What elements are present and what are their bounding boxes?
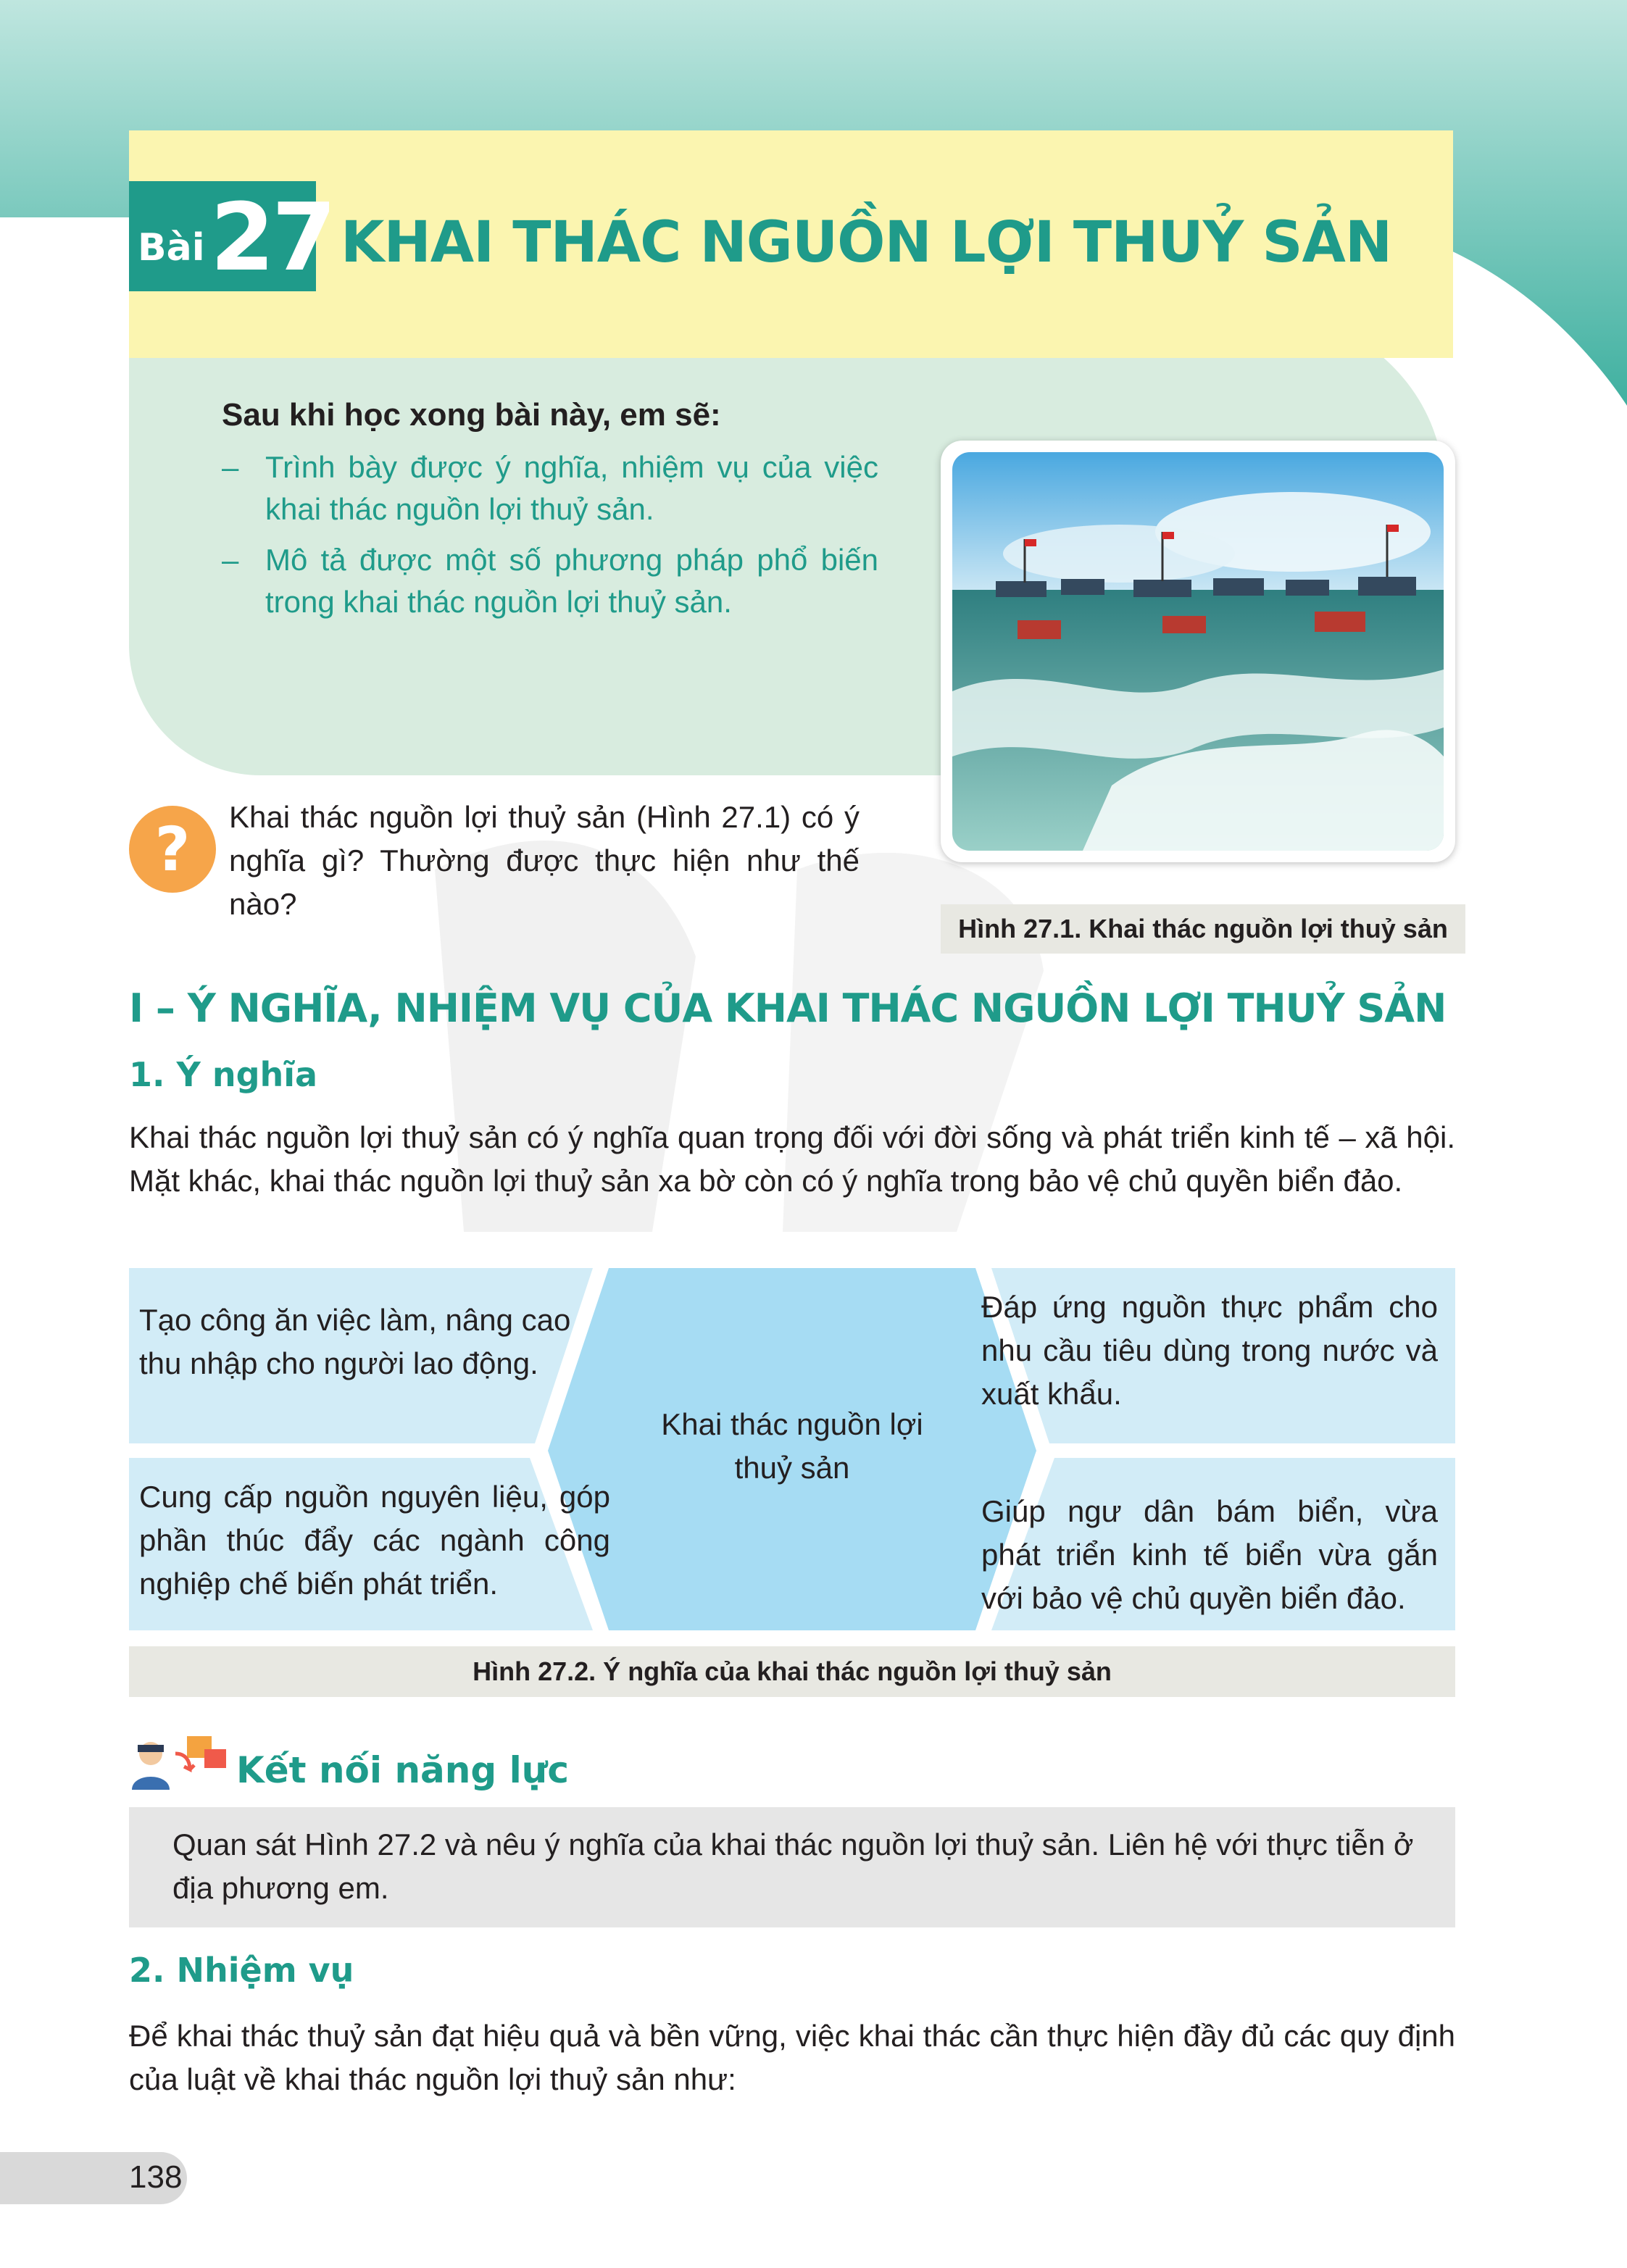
objective-item — [222, 539, 878, 623]
figure-27-1-caption: Hình 27.1. Khai thác nguồn lợi thuỷ sản — [941, 904, 1465, 954]
section-1-paragraph: Khai thác nguồn lợi thuỷ sản có ý nghĩa quan trọng đối với đời sống và phát triển kinh tế – xã hội. Mặt khác, khai thác nguồn lợi thuỷ sản xa bờ còn có ý nghĩa trong bảo vệ chủ quyền biển đảo. — [129, 1120, 1455, 1198]
subsection-2-heading: 2. Nhiệm vụ — [129, 1951, 354, 1990]
objective-text: Trình bày được ý nghĩa, nhiệm vụ của việc khai thác nguồn lợi thuỷ sản. — [265, 450, 878, 526]
diagram-text-bottom-left: Cung cấp nguồn nguyên liệu, góp phần thúc đẩy các ngành công nghiệp chế biến phát triển. — [139, 1480, 610, 1601]
objective-text: Mô tả được một số phương pháp phổ biến trong khai thác nguồn lợi thuỷ sản. — [265, 543, 878, 619]
objectives-heading: Sau khi học xong bài này, em sẽ: — [222, 397, 721, 433]
objective-dash: – — [222, 450, 239, 484]
diagram-text-bottom-right: Giúp ngư dân bám biển, vừa phát triển kinh tế biển vừa gắn với bảo vệ chủ quyền biển đảo. — [981, 1494, 1438, 1615]
connect-competency-icon — [129, 1732, 230, 1797]
lesson-badge — [129, 181, 334, 292]
connect-competency-box — [129, 1807, 1455, 1927]
fishing-boats-illustration — [952, 452, 1444, 851]
question-icon: ? — [129, 806, 216, 893]
objective-dash: – — [222, 543, 239, 577]
diagram-center-text: Khai thác nguồn lợi thuỷ sản — [661, 1407, 923, 1485]
diagram-text-top-right: Đáp ứng nguồn thực phẩm cho nhu cầu tiêu dùng trong nước và xuất khẩu. — [981, 1290, 1438, 1411]
section-1-heading: I – Ý NGHĨA, NHIỆM VỤ CỦA KHAI THÁC NGUỒN LỢI THUỶ SẢN — [129, 985, 1447, 1031]
objective-item — [222, 446, 878, 530]
diagram-text-top-left: Tạo công ăn việc làm, nâng cao thu nhập cho người lao động. — [139, 1303, 571, 1380]
lesson-label: Bài — [138, 226, 205, 270]
question-text: Khai thác nguồn lợi thuỷ sản (Hình 27.1) có ý nghĩa gì? Thường được thực hiện như thế nào? — [229, 800, 860, 921]
connect-competency-heading: Kết nối năng lực — [236, 1749, 569, 1791]
page-number: 138 — [129, 2159, 183, 2195]
figure-27-2-caption: Hình 27.2. Ý nghĩa của khai thác nguồn lợi thuỷ sản — [129, 1646, 1455, 1697]
section-2-paragraph: Để khai thác thuỷ sản đạt hiệu quả và bền vững, việc khai thác cần thực hiện đầy đủ các quy định của luật về khai thác nguồn lợi thuỷ sản như: — [129, 2019, 1455, 2096]
figure-27-1-photo — [941, 441, 1455, 862]
figure-27-2-diagram — [129, 1268, 1455, 1630]
lesson-number: 27 — [210, 184, 334, 292]
lesson-title: KHAI THÁC NGUỒN LỢI THUỶ SẢN — [341, 210, 1392, 275]
connect-competency-text: Quan sát Hình 27.2 và nêu ý nghĩa của khai thác nguồn lợi thuỷ sản. Liên hệ với thực tiễn ở địa phương em. — [172, 1827, 1414, 1905]
subsection-1-heading: 1. Ý nghĩa — [129, 1055, 318, 1094]
